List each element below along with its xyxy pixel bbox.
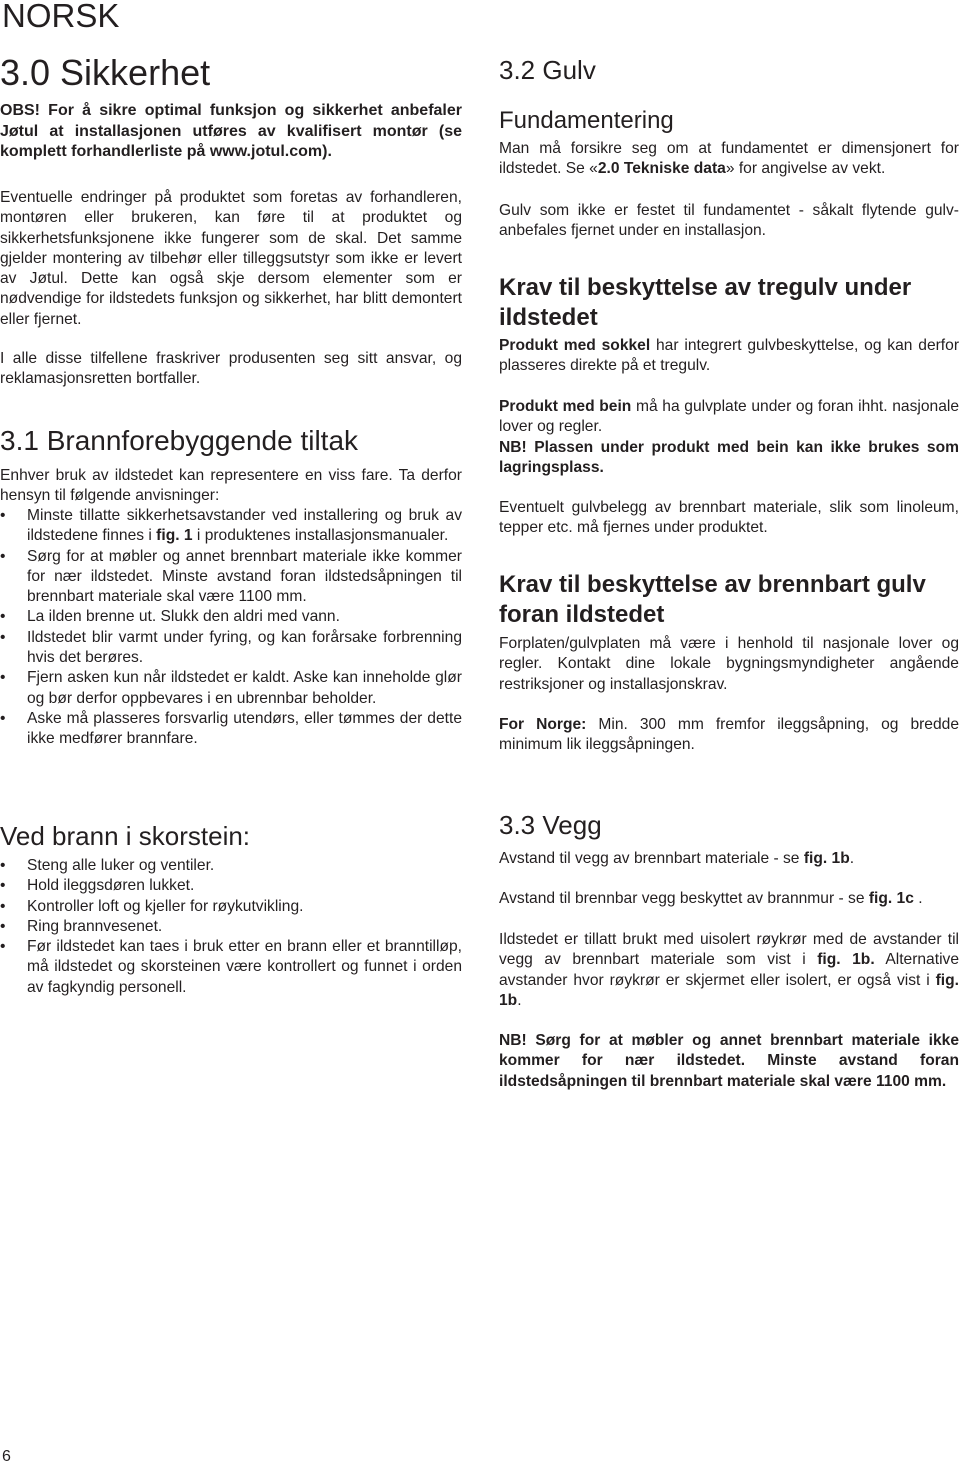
list-item: • Hold ileggsdøren lukket. bbox=[0, 876, 462, 896]
wall-distance-paragraph bbox=[499, 849, 959, 869]
flue-pipe-paragraph bbox=[499, 930, 959, 1011]
subheading-foundation: Fundamentering bbox=[499, 107, 674, 134]
list-item bbox=[0, 506, 462, 547]
reference: 2.0 Tekniske data bbox=[597, 160, 726, 178]
list-item: • Aske må plasseres forsvarlig utendørs, eller tømmes der dette ikke medfører brannfare. bbox=[0, 709, 462, 750]
plinth-product-paragraph bbox=[499, 336, 959, 377]
section-title-floor: 3.2 Gulv bbox=[499, 55, 596, 85]
list-item: • Sørg for at møbler og annet brennbart materiale ikke kommer for nær ildstedet. Minste avstand foran ildstedsåpningen til brennbart materiale skal være 1100 mm. bbox=[0, 547, 462, 608]
text: Avstand til vegg av brennbart materiale - se bbox=[499, 850, 804, 867]
legs-product-paragraph bbox=[499, 397, 959, 438]
figure-reference: fig. 1b. bbox=[817, 951, 875, 969]
foundation-paragraph bbox=[499, 139, 959, 180]
list-item: • Ildstedet blir varmt under fyring, og kan forårsake forbrenning hvis det berøres. bbox=[0, 628, 462, 669]
bold-term: Produkt med sokkel bbox=[499, 337, 651, 354]
figure-reference: fig. 1c bbox=[868, 890, 914, 907]
list-item: • Ring brannvesenet. bbox=[0, 917, 462, 937]
text: har integrert gulvbeskyttelse, og kan derfor plasseres direkte på et tregulv. bbox=[499, 337, 960, 375]
bullet-text: Minste tillatte sikkerhetsavstander ved installering og bruk av ildstedene finnes i bbox=[27, 507, 462, 545]
firewall-distance-paragraph bbox=[499, 889, 959, 909]
text: Alternative avstander hvor røykrør er skjermet eller isolert, er også vist i bbox=[499, 951, 960, 989]
text: . bbox=[517, 991, 522, 1009]
subheading-combustible-floor-protection: Krav til beskyttelse av brennbart gulv foran ildstedet bbox=[499, 571, 926, 628]
text: . bbox=[913, 890, 923, 907]
list-item: • La ilden brenne ut. Slukk den aldri med vann. bbox=[0, 607, 462, 627]
obs-notice: OBS! For å sikre optimal funksjon og sikkerhet anbefaler Jøtul at installasjonen utføres av kvalifisert montør (se komplett forhandlerliste på www.jotul.com). bbox=[0, 102, 462, 160]
list-item: • Kontroller loft og kjeller for røykutvikling. bbox=[0, 897, 462, 917]
page-language-label: NORSK bbox=[2, 0, 120, 34]
section-title-wall: 3.3 Vegg bbox=[499, 810, 602, 840]
bold-term: For Norge: bbox=[499, 716, 587, 733]
bullet-text: i produktenes installasjonsmanualer. bbox=[192, 527, 449, 545]
text: . bbox=[849, 850, 855, 867]
section-title-safety: 3.0 Sikkerhet bbox=[0, 52, 211, 93]
figure-reference: fig. 1 bbox=[156, 527, 193, 545]
page-number: 6 bbox=[2, 1448, 11, 1465]
floating-floor-paragraph: Gulv som ikke er festet til fundamentet - såkalt flytende gulv- anbefales fjernet under en installasjon. bbox=[499, 202, 959, 240]
text: » for angivelse av vekt. bbox=[725, 160, 886, 178]
figure-reference: fig. 1b bbox=[803, 850, 850, 867]
text: Avstand til brennbar vegg beskyttet av brannmur - se bbox=[499, 890, 869, 907]
text: Min. 300 mm fremfor ileggsåpning, og bredde minimum lik ileggsåpningen. bbox=[499, 716, 959, 754]
figure-reference: fig. 1b bbox=[499, 971, 959, 1009]
floor-plate-paragraph: Forplaten/gulvplaten må være i henhold til nasjonale lover og regler. Kontakt dine lokale bygningsmyndigheter angående restriksjoner og installasjonskrav. bbox=[499, 635, 959, 693]
bold-term: Produkt med bein bbox=[499, 398, 632, 415]
section-title-chimney-fire: Ved brann i skorstein: bbox=[0, 821, 251, 851]
changes-paragraph: Eventuelle endringer på produktet som foretas av forhandleren, montøren eller brukeren, kan føre til at produktet og sikkerhetsfunksjonene ikke fungerer som de skal. Det samme gjelder montering av tilbehør eller tilleggsutstyr som ikke er levert av Jøtul. Dette kan også skje dersom elementer som er nødvendige for ildstedets funksjon og sikkerhet, har blitt demontert eller fjernet. bbox=[0, 189, 462, 328]
floor-covering-paragraph: Eventuelt gulvbelegg av brennbart materiale, slik som linoleum, tepper etc. må fjernes under produktet. bbox=[499, 499, 959, 537]
list-item: • Før ildstedet kan taes i bruk etter en brann eller et branntilløp, må ildstedet og skorsteinen være kontrollert og funnet i orden av fagkyndig personell. bbox=[0, 937, 462, 998]
chimney-fire-list bbox=[0, 856, 462, 998]
fire-prevention-list bbox=[0, 506, 462, 750]
list-item: • Steng alle luker og ventiler. bbox=[0, 856, 462, 876]
text: må ha gulvplate under og foran ihht. nasjonale lover og regler. bbox=[499, 398, 959, 436]
storage-warning: NB! Plassen under produkt med bein kan ikke brukes som lagringsplass. bbox=[499, 439, 959, 477]
subheading-wood-floor-protection: Krav til beskyttelse av tregulv under ildstedet bbox=[499, 274, 912, 331]
section-title-fire-prevention: 3.1 Brannforebyggende tiltak bbox=[0, 425, 359, 456]
norway-requirement-paragraph bbox=[499, 715, 959, 756]
liability-paragraph: I alle disse tilfellene fraskriver produsenten seg sitt ansvar, og reklamasjonsretten bortfaller. bbox=[0, 350, 462, 388]
wall-nb-warning: NB! Sørg for at møbler og annet brennbart materiale ikke kommer for nær ildstedet. Minste avstand foran ildstedsåpningen til brennbart materiale skal være 1100 mm. bbox=[499, 1032, 959, 1090]
text: Man må forsikre seg om at fundamentet er dimensjonert for ildstedet. Se « bbox=[499, 140, 959, 178]
list-item: • Fjern asken kun når ildstedet er kaldt. Aske kan inneholde glør og bør derfor oppbevares i en ubrennbar beholder. bbox=[0, 668, 462, 709]
text: Ildstedet er tillatt brukt med uisolert røykrør med de avstander til vegg av brennbart materiale som vist i bbox=[499, 931, 959, 969]
fire-prevention-intro: Enhver bruk av ildstedet kan representere en viss fare. Ta derfor hensyn til følgende anvisninger: bbox=[0, 467, 462, 505]
